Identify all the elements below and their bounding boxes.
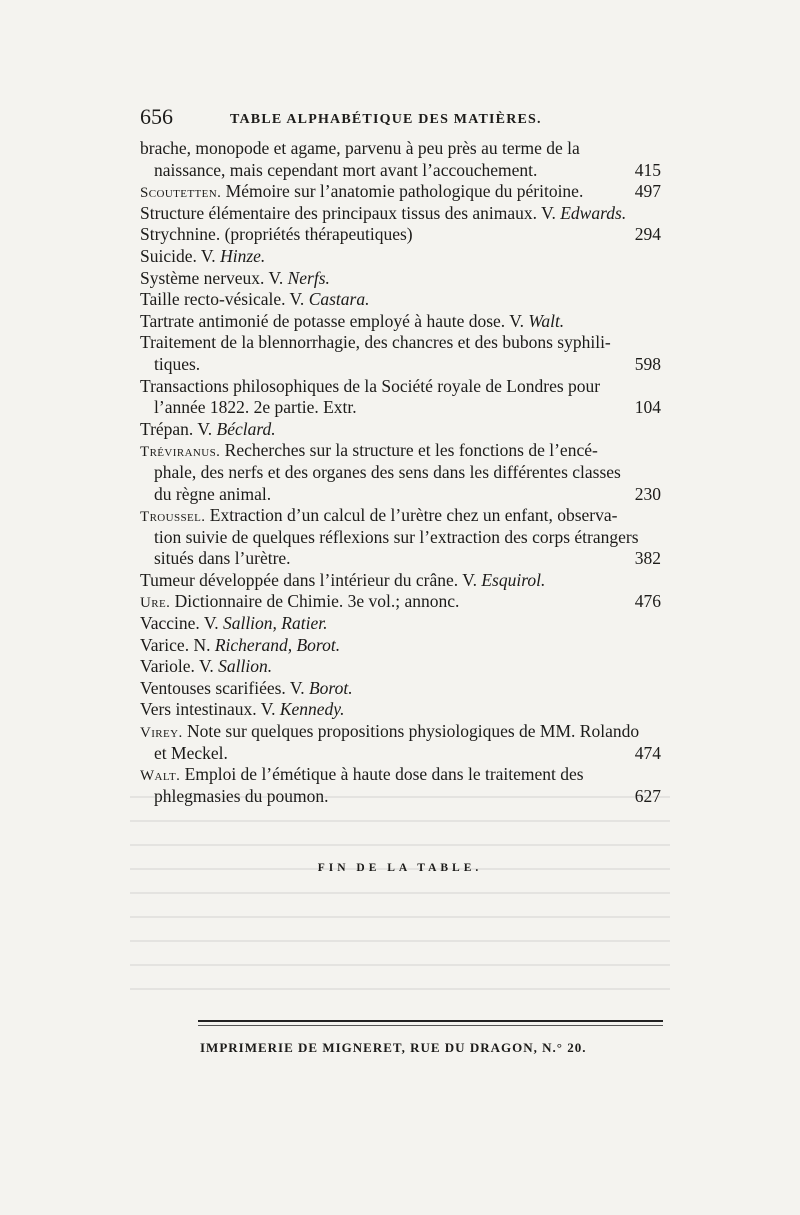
printer-imprint: IMPRIMERIE DE MIGNERET, RUE DU DRAGON, N.° 20.: [200, 1040, 587, 1055]
index-line: [140, 354, 665, 376]
page-reference: 474: [634, 742, 661, 763]
page-reference: 104: [634, 397, 661, 418]
entry-text: Emploi de l’émétique à haute dose dans le traitement des: [180, 764, 584, 785]
end-of-table-label: FIN DE LA TABLE.: [317, 862, 483, 874]
cross-reference: Edwards.: [555, 202, 627, 223]
cross-reference: Sallion, Ratier.: [218, 613, 328, 634]
cross-reference: Walt.: [523, 310, 565, 331]
index-line: [140, 203, 665, 225]
page-reference: 230: [634, 483, 661, 504]
page-reference: 294: [634, 224, 661, 245]
index-line: [140, 419, 665, 441]
entry-text: Note sur quelques propositions physiologiques de MM. Rolando: [182, 721, 640, 742]
cross-reference: Hinze.: [215, 245, 266, 266]
author-name: Walt.: [140, 768, 181, 785]
cross-reference: Castara.: [304, 289, 370, 310]
index-line: [140, 484, 665, 506]
entry-text: Tumeur développée dans l’intérieur du crâne. V.: [140, 569, 477, 590]
entry-text: Vaccine. V.: [140, 613, 219, 634]
entry-text: Extraction d’un calcul de l’urètre chez un enfant, observa-: [205, 505, 618, 526]
index-line: [140, 397, 665, 419]
entry-text: Traitement de la blennorrhagie, des chancres et des bubons syphili-: [140, 332, 611, 353]
index-entries: [140, 138, 665, 807]
entry-text: et Meckel.: [154, 742, 228, 763]
entry-text: Varice. N.: [140, 634, 211, 655]
index-line: [140, 548, 665, 570]
page-number: 656: [140, 104, 173, 129]
index-line: [140, 570, 665, 592]
index-line: [140, 246, 665, 268]
entry-text: Système nerveux. V.: [140, 267, 284, 288]
cross-reference: Sallion.: [213, 656, 273, 677]
imprint-rule-thick: [198, 1020, 663, 1022]
index-line: [140, 268, 665, 290]
entry-text: du règne animal.: [154, 483, 272, 504]
index-line: [140, 332, 665, 354]
entry-text: phlegmasies du poumon.: [154, 785, 329, 806]
index-line: [140, 440, 665, 462]
index-line: [140, 635, 665, 657]
cross-reference: Kennedy.: [275, 699, 345, 720]
index-line: [140, 678, 665, 700]
entry-text: brache, monopode et agame, parvenu à peu près au terme de la: [140, 138, 580, 158]
entry-text: naissance, mais cependant mort avant l’accouchement.: [154, 159, 538, 180]
index-line: [140, 181, 665, 203]
author-name: Troussel.: [140, 509, 206, 526]
index-line: [140, 527, 665, 549]
page-reference: 476: [634, 591, 661, 612]
author-name: Tréviranus.: [140, 444, 221, 461]
entry-text: Variole. V.: [140, 656, 214, 677]
page-reference: 497: [634, 181, 661, 202]
entry-text: Structure élémentaire des principaux tissus des animaux. V.: [140, 202, 556, 223]
index-line: [140, 311, 665, 333]
index-line: [140, 160, 665, 182]
entry-text: situés dans l’urètre.: [154, 548, 291, 569]
cross-reference: Esquirol.: [476, 569, 546, 590]
entry-text: phale, des nerfs et des organes des sens dans les différentes classes: [154, 461, 621, 482]
entry-text: tion suivie de quelques réflexions sur l’extraction des corps étrangers: [154, 526, 639, 547]
index-line: [140, 462, 665, 484]
page-reference: 598: [634, 353, 661, 374]
index-line: [140, 138, 665, 160]
cross-reference: Nerfs.: [283, 267, 330, 288]
index-line: [140, 289, 665, 311]
entry-text: tiques.: [154, 353, 201, 374]
entry-text: Tartrate antimonié de potasse employé à haute dose. V.: [140, 310, 524, 331]
index-line: [140, 743, 665, 765]
show-through-text: [130, 780, 670, 1010]
entry-text: Transactions philosophiques de la Société royale de Londres pour: [140, 375, 601, 396]
entry-text: Strychnine. (propriétés thérapeutiques): [140, 224, 413, 245]
page-reference: 415: [634, 159, 661, 180]
entry-text: Dictionnaire de Chimie. 3e vol.; annonc.: [170, 591, 460, 612]
author-name: Scoutetten.: [140, 185, 222, 202]
cross-reference: Béclard.: [212, 418, 276, 439]
entry-text: Vers intestinaux. V.: [140, 699, 276, 720]
author-name: Virey.: [140, 725, 183, 742]
cross-reference: Borot.: [304, 677, 353, 698]
entry-text: Taille recto-vésicale. V.: [140, 289, 305, 310]
index-line: [140, 376, 665, 398]
entry-text: Suicide. V.: [140, 245, 216, 266]
index-line: [140, 613, 665, 635]
index-line: [140, 505, 665, 527]
page-header: [140, 104, 670, 134]
index-line: [140, 699, 665, 721]
index-line: [140, 656, 665, 678]
entry-text: Trépan. V.: [140, 418, 213, 439]
entry-text: Mémoire sur l’anatomie pathologique du péritoine.: [221, 181, 584, 202]
entry-text: l’année 1822. 2e partie. Extr.: [154, 397, 357, 418]
imprint-rule-thin: [198, 1025, 663, 1026]
entry-text: Recherches sur la structure et les fonctions de l’encé-: [220, 440, 598, 461]
page-reference: 382: [634, 548, 661, 569]
running-title: TABLE ALPHABÉTIQUE DES MATIÈRES.: [230, 112, 542, 127]
page-reference: 627: [634, 785, 661, 806]
author-name: Ure.: [140, 595, 171, 612]
index-line: [140, 721, 665, 743]
entry-text: Ventouses scarifiées. V.: [140, 677, 305, 698]
index-line: [140, 591, 665, 613]
cross-reference: Richerand, Borot.: [210, 634, 341, 655]
index-line: [140, 224, 665, 246]
